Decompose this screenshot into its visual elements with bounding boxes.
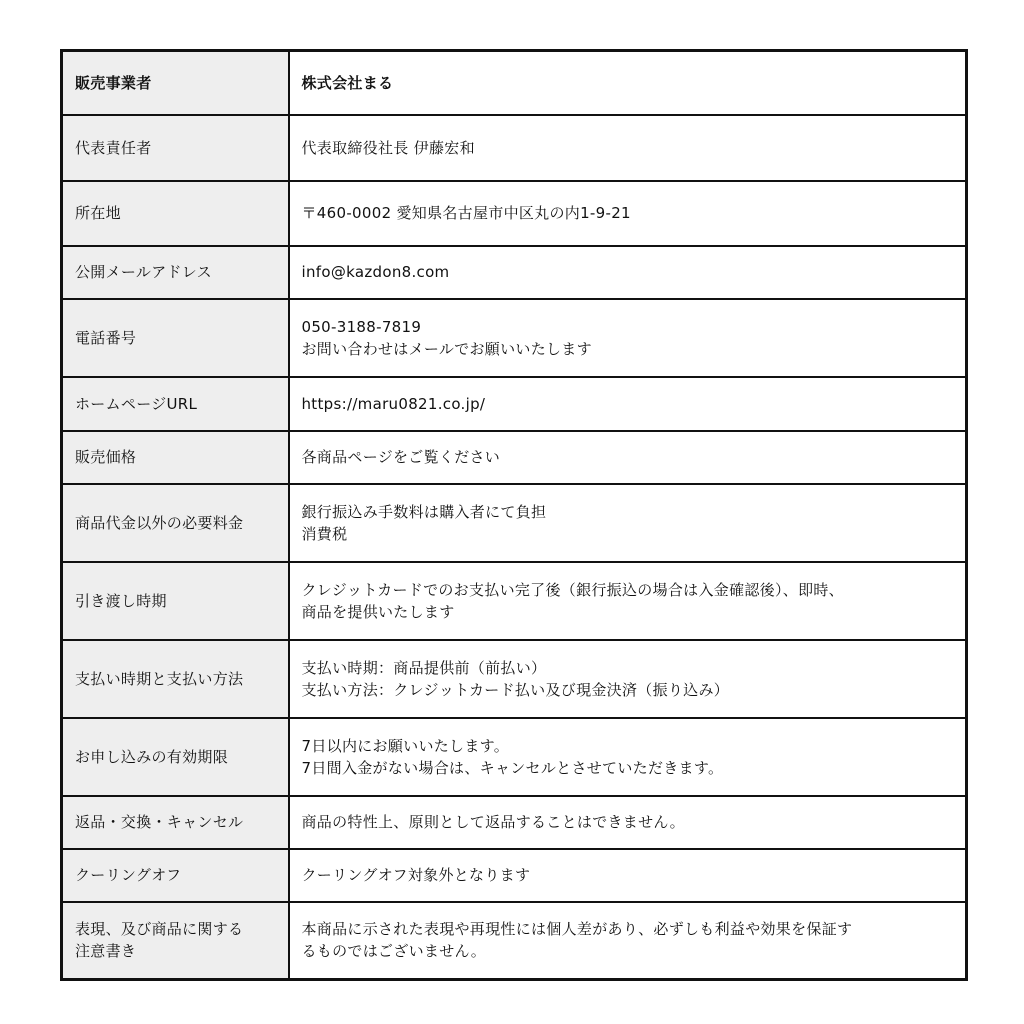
label-text: クーリングオフ	[75, 866, 182, 884]
row-value	[289, 640, 967, 718]
legal-info-table	[60, 49, 968, 981]
row-label	[62, 181, 289, 246]
label-text: 代表責任者	[75, 138, 152, 157]
row-label	[62, 431, 289, 484]
table-row-other-fees	[62, 484, 967, 562]
row-value	[289, 115, 967, 181]
table-row-delivery-time	[62, 562, 967, 640]
row-label	[62, 377, 289, 431]
value-line: クーリングオフ対象外となります	[301, 866, 531, 884]
value-line: 銀行振込み手数料は購入者にて負担	[301, 502, 547, 521]
row-value	[289, 246, 967, 299]
value-line: 〒460-0002 愛知県名古屋市中区丸の内1-9-21	[301, 204, 631, 222]
label-text: 所在地	[75, 204, 121, 222]
label-text: 引き渡し時期	[75, 591, 167, 610]
label-text: 注意書き	[75, 942, 137, 961]
phone-number: 050-3188-7819	[301, 317, 422, 336]
label-text: ホームページURL	[75, 394, 198, 413]
value-line: 各商品ページをご覧ください	[301, 448, 501, 466]
table-row-email	[62, 246, 967, 299]
value-line: 支払い方法：クレジットカード払い及び現金決済（振り込み）	[301, 680, 730, 699]
row-label	[62, 796, 289, 849]
row-label	[62, 562, 289, 640]
table-row-representative	[62, 115, 967, 181]
table-row-homepage	[62, 377, 967, 431]
label-text: 販売価格	[75, 448, 137, 466]
table-row-returns	[62, 796, 967, 849]
row-value	[289, 299, 967, 377]
row-label	[62, 718, 289, 796]
label-text: 商品代金以外の必要料金	[75, 513, 244, 532]
row-value	[289, 562, 967, 640]
label-text: 表現、及び商品に関する	[75, 920, 244, 939]
row-value	[289, 484, 967, 562]
value-line: クレジットカードでのお支払い完了後（銀行振込の場合は入金確認後）、即時、	[301, 580, 844, 599]
table-row-address	[62, 181, 967, 246]
table-row-seller	[62, 51, 967, 115]
row-label	[62, 640, 289, 718]
label-text: お申し込みの有効期限	[75, 747, 229, 766]
label-text: 公開メールアドレス	[75, 263, 212, 281]
value-line: 消費税	[301, 524, 348, 543]
table-row-application-deadline	[62, 718, 967, 796]
table-row-price	[62, 431, 967, 484]
label-text: 返品・交換・キャンセル	[75, 813, 244, 831]
table-row-cooling-off	[62, 849, 967, 902]
row-value	[289, 181, 967, 246]
row-label	[62, 115, 289, 181]
row-value	[289, 51, 967, 115]
row-value	[289, 902, 967, 980]
row-value	[289, 718, 967, 796]
value-line: 支払い時期：商品提供前（前払い）	[301, 658, 547, 677]
email-link[interactable]: info@kazdon8.com	[301, 263, 450, 281]
row-value	[289, 377, 967, 431]
row-label	[62, 299, 289, 377]
table-row-payment	[62, 640, 967, 718]
row-label	[62, 51, 289, 115]
label-text: 支払い時期と支払い方法	[75, 669, 244, 688]
row-value	[289, 849, 967, 902]
value-line: 商品の特性上、原則として返品することはできません。	[301, 813, 685, 831]
value-line: 7日間入金がない場合は、キャンセルとさせていただきます。	[301, 758, 724, 777]
row-value	[289, 796, 967, 849]
table-row-phone	[62, 299, 967, 377]
homepage-link[interactable]: https://maru0821.co.jp/	[301, 394, 486, 413]
value-line: るものではございません。	[301, 942, 487, 961]
value-line: 本商品に示された表現や再現性には個人差があり、必ずしも利益や効果を保証す	[301, 920, 853, 939]
value-line: 7日以内にお願いいたします。	[301, 736, 510, 755]
row-label	[62, 902, 289, 980]
row-label	[62, 484, 289, 562]
legal-info-table-wrapper	[60, 49, 965, 981]
label-text: 電話番号	[75, 328, 137, 347]
value-line: 代表取締役社長 伊藤宏和	[301, 138, 475, 157]
row-label	[62, 849, 289, 902]
table-row-disclaimer	[62, 902, 967, 980]
row-label	[62, 246, 289, 299]
value-text: 株式会社まる	[301, 73, 394, 92]
label-text: 販売事業者	[75, 73, 152, 92]
row-value	[289, 431, 967, 484]
value-line: お問い合わせはメールでお願いいたします	[301, 339, 592, 358]
value-line: 商品を提供いたします	[301, 602, 455, 621]
